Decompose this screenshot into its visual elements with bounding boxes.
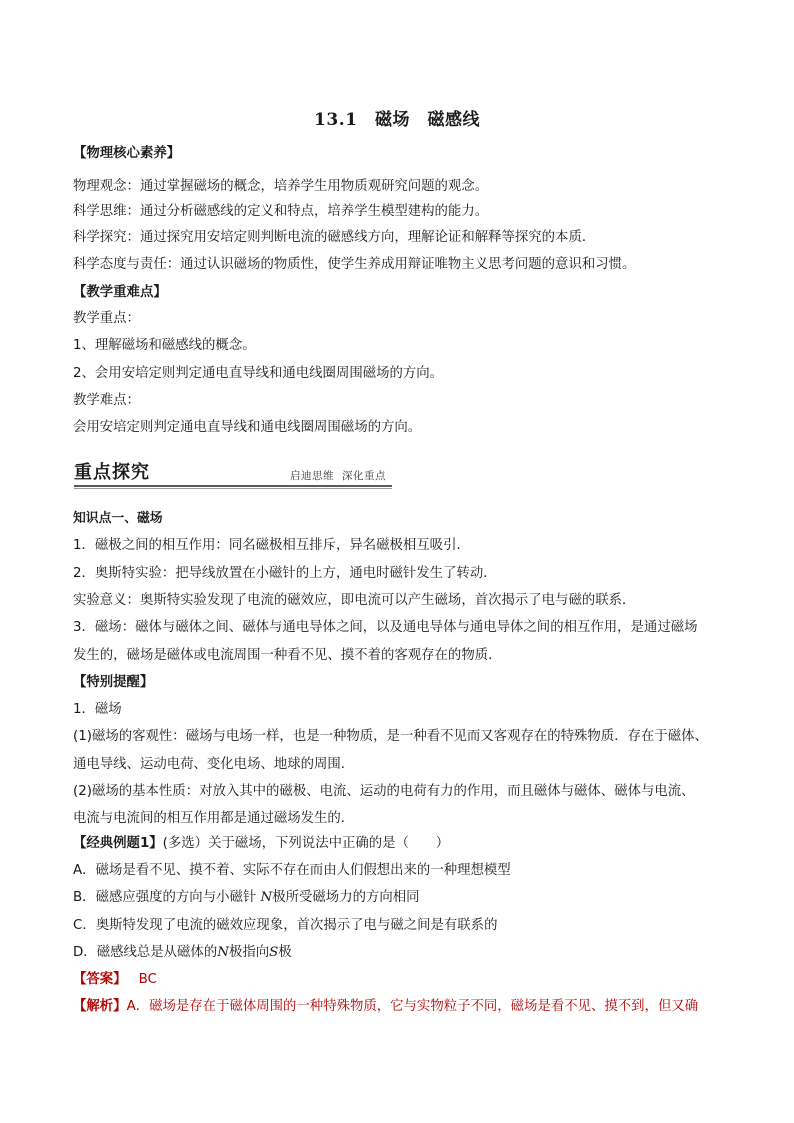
option-c: C．奥斯特发现了电流的磁效应现象，首次揭示了电与磁之间是有联系的	[73, 918, 498, 933]
answer-value: BC	[138, 972, 157, 987]
difficulty-label: 教学难点：	[73, 393, 140, 408]
section-heading-core-literacy: 【物理核心素养】	[73, 146, 181, 161]
focus-item: 2、会用安培定则判定通电直导线和通电线圈周围磁场的方向。	[73, 366, 444, 381]
banner-tagline	[290, 468, 386, 483]
option-a: A．磁场是看不见、摸不着、实际不存在而由人们假想出来的一种理想模型	[73, 863, 511, 878]
answer-label: 【答案】	[73, 972, 127, 987]
section-banner	[74, 456, 392, 490]
core-literacy-line: 科学探究：通过探究用安培定则判断电流的磁感线方向，理解论证和解释等探究的本质．	[73, 230, 596, 245]
analysis-label: 【解析】	[73, 999, 127, 1014]
page-title: 13.1 磁场 磁感线	[314, 110, 480, 130]
knowledge-point-heading: 知识点一、磁场	[73, 511, 163, 526]
option-d-text-mid: 极指向	[228, 945, 270, 960]
knowledge-line: 3．磁场：磁体与磁体之间、磁体与通电导体之间，以及通电导体与通电导体之间的相互作用，是通过磁场	[73, 620, 698, 635]
core-literacy-line: 物理观念：通过掌握磁场的概念，培养学生用物质观研究问题的观念。	[73, 179, 489, 194]
section-heading-key-points: 【教学重难点】	[73, 285, 167, 300]
knowledge-line: 发生的，磁场是磁体或电流周围一种看不见、摸不着的客观存在的物质．	[73, 648, 502, 663]
analysis-text: A．磁场是存在于磁体周围的一种特殊物质，它与实物粒子不同，磁场是看不见、摸不到，但又确	[126, 999, 699, 1014]
reminder-line: 1．磁场	[73, 702, 122, 717]
example-heading: 【经典例题1】	[73, 836, 163, 851]
focus-item: 1、理解磁场和磁感线的概念。	[73, 338, 256, 353]
banner-rule-thin	[74, 488, 392, 489]
reminder-line: 通电导线、运动电荷、变化电场、地球的周围．	[73, 757, 355, 772]
knowledge-line: 实验意义：奥斯特实验发现了电流的磁效应，即电流可以产生磁场，首次揭示了电与磁的联系．	[73, 593, 636, 608]
option-b-variable: N	[260, 890, 273, 905]
option-b-text: B．磁感应强度的方向与小磁针	[73, 890, 261, 905]
knowledge-line: 2．奥斯特实验：把导线放置在小磁针的上方，通电时磁针发生了转动．	[73, 566, 497, 581]
option-b	[73, 889, 733, 907]
reminder-heading: 【特别提醒】	[73, 675, 154, 690]
analysis-line	[73, 998, 733, 1016]
example-question: (多选）关于磁场，下列说法中正确的是（ ）	[162, 836, 450, 851]
banner-tag-right: 深化重点	[342, 470, 386, 482]
core-literacy-line: 科学思维：通过分析磁感线的定义和特点，培养学生模型建构的能力。	[73, 204, 489, 219]
knowledge-line: 1．磁极之间的相互作用：同名磁极相互排斥，异名磁极相互吸引．	[73, 538, 470, 553]
option-d-text: D．磁感线总是从磁体的	[73, 945, 218, 960]
banner-title: 重点探究	[74, 462, 150, 483]
reminder-line: 电流与电流间的相互作用都是通过磁场发生的．	[73, 811, 355, 826]
difficulty-item: 会用安培定则判定通电直导线和通电线圈周围磁场的方向。	[73, 420, 422, 435]
example-stem	[73, 835, 733, 853]
option-d	[73, 944, 733, 962]
option-d-variable-n: N	[217, 945, 229, 960]
core-literacy-line: 科学态度与责任：通过认识磁场的物质性，使学生养成用辩证唯物主义思考问题的意识和习惯。	[73, 257, 636, 272]
banner-rule	[74, 485, 392, 487]
reminder-line: (1)磁场的客观性：磁场与电场一样，也是一种物质，是一种看不见而又客观存在的特殊物质．存在于磁体、	[73, 729, 708, 744]
reminder-line: (2)磁场的基本性质：对放入其中的磁极、电流、运动的电荷有力的作用，而且磁体与磁体、磁体与电流、	[73, 784, 695, 799]
banner-tag-left: 启迪思维	[290, 470, 334, 482]
option-d-text-end: 极	[278, 945, 292, 960]
focus-label: 教学重点：	[73, 311, 140, 326]
option-b-text-end: 极所受磁场力的方向相同	[272, 890, 420, 905]
option-d-variable-s: S	[269, 945, 279, 960]
answer-line	[73, 971, 733, 989]
